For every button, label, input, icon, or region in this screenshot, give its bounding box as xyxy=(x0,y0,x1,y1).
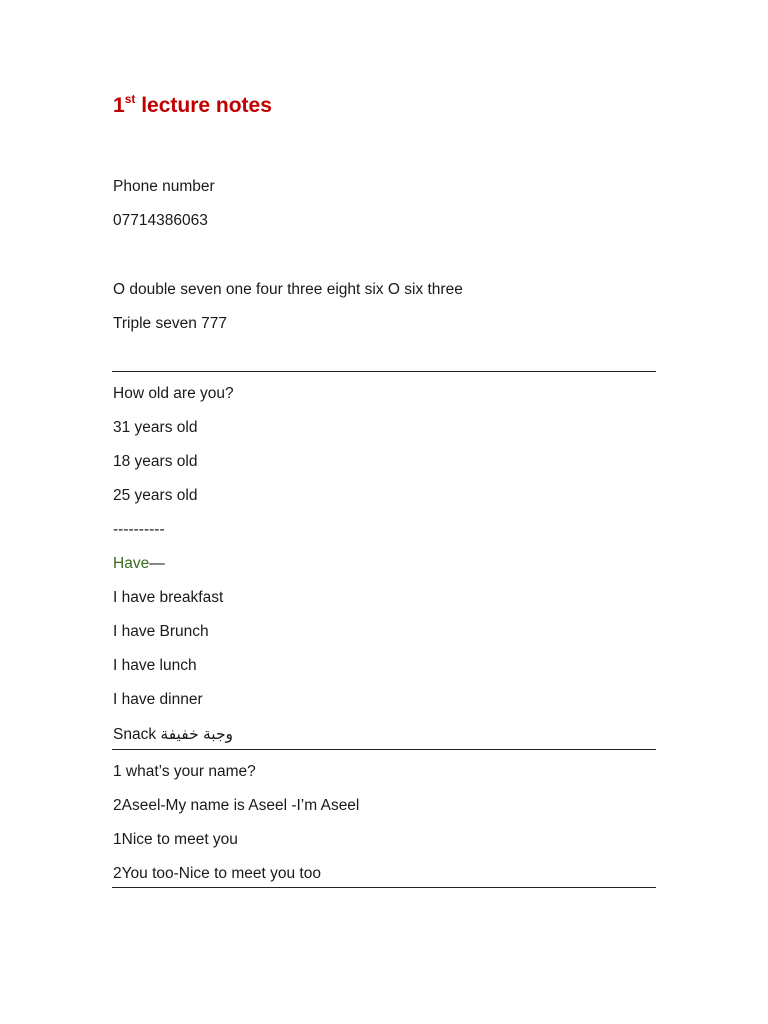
have-dash: — xyxy=(149,555,165,572)
have-heading xyxy=(113,554,165,574)
divider-rule-2 xyxy=(112,749,656,750)
dialogue-line: 2You too-Nice to meet you too xyxy=(113,865,321,882)
have-item: I have lunch xyxy=(113,657,197,674)
dialogue-line: 2Aseel-My name is Aseel -I’m Aseel xyxy=(113,797,360,814)
divider-rule-1 xyxy=(112,371,656,372)
dash-separator: ---------- xyxy=(113,521,165,538)
snack-line xyxy=(113,725,233,745)
dialogue-line: 1 what’s your name? xyxy=(113,763,256,780)
title-number: 1 xyxy=(113,94,125,117)
dialogue-line: 1Nice to meet you xyxy=(113,831,238,848)
page-title xyxy=(113,92,272,120)
phone-triple: Triple seven 777 xyxy=(113,315,228,332)
title-superscript: st xyxy=(124,92,136,106)
snack-english: Snack xyxy=(113,726,157,743)
divider-rule-3 xyxy=(112,887,656,888)
have-item: I have dinner xyxy=(113,691,203,708)
age-answer: 25 years old xyxy=(113,487,198,504)
phone-value: 07714386063 xyxy=(113,212,208,229)
have-word: Have xyxy=(113,555,150,572)
phone-spoken: O double seven one four three eight six O six three xyxy=(113,281,463,298)
phone-label: Phone number xyxy=(113,178,215,195)
age-answer: 18 years old xyxy=(113,453,198,470)
have-item: I have breakfast xyxy=(113,589,224,606)
have-item: I have Brunch xyxy=(113,623,209,640)
age-answer: 31 years old xyxy=(113,419,198,436)
age-question: How old are you? xyxy=(113,385,234,402)
title-text: lecture notes xyxy=(141,94,272,117)
snack-arabic: وجبة خفيفة xyxy=(160,726,234,743)
